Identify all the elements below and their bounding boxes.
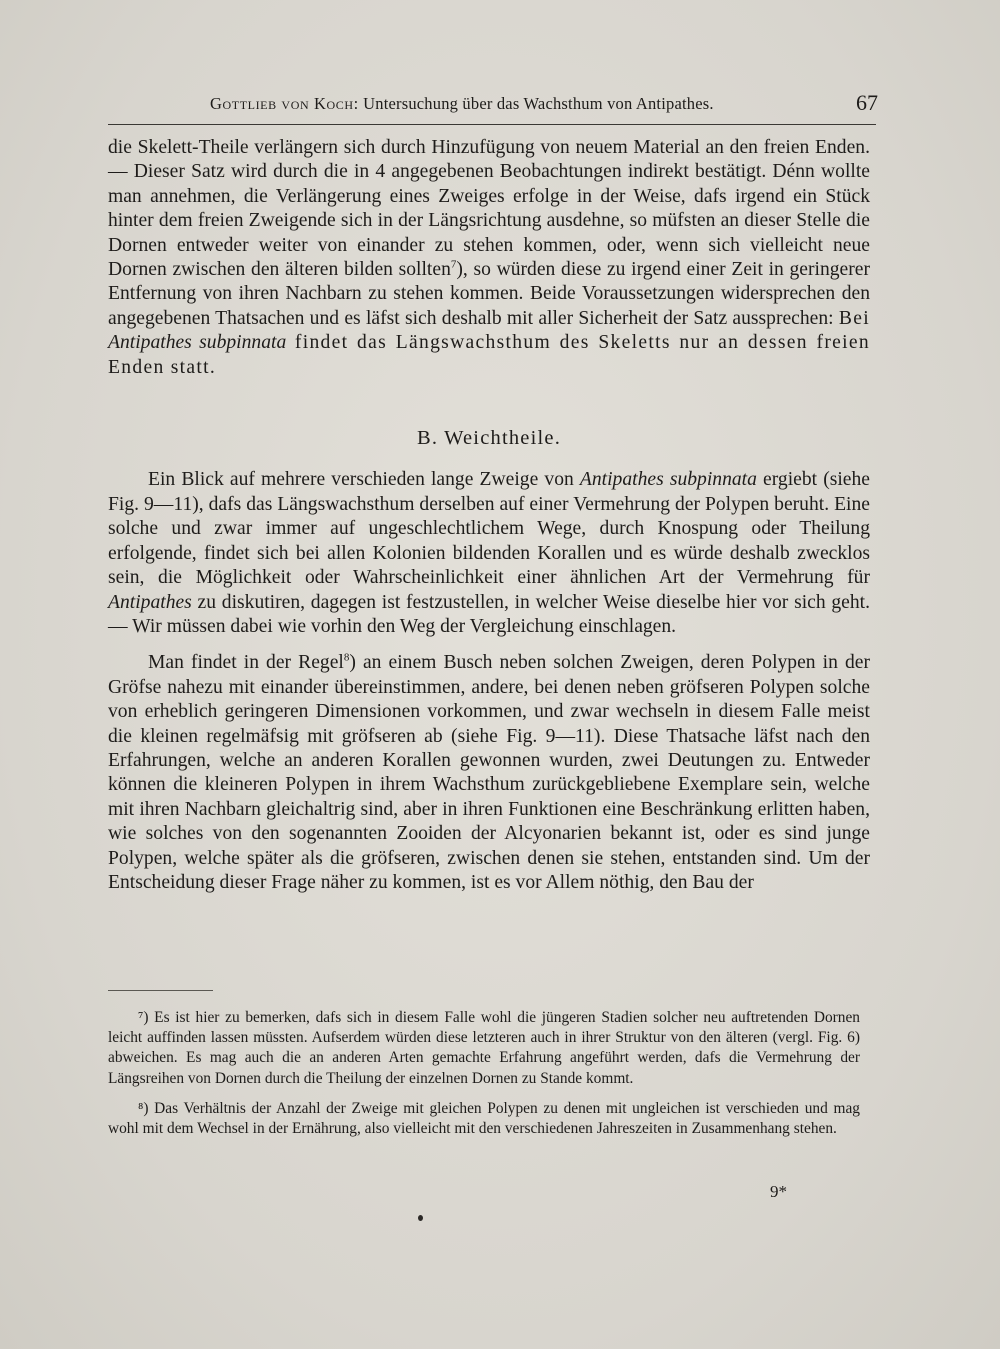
p1-text-a: die Skelett-Theile verlängern sich durch Hinzufügung von neuem Material an den freien Enden. — Dieser Satz wird durch die in 4 angegebenen Beobachtungen indirekt bestätigt. Dénn wollte man annehmen, die Verlängerung eines Zweiges erfolge in der Weise, dafs irgend ein Stück hinter dem freien Zweigende sich in der Längsrichtung ausdehne, so müfsten an dieser Stelle die Dornen entweder weiter von einander zu stehen kommen, oder, wenn sich vielleicht neue Dornen zwischen den älteren bilden sollten <box>108 137 870 281</box>
p1-species-name: Antipathes subpinnata <box>108 332 287 354</box>
author-name: Gottlieb von Koch: <box>210 94 359 113</box>
footnote-rule <box>108 990 213 991</box>
p2-species-name: Antipathes subpinnata <box>579 469 757 491</box>
p2-text-b: ergiebt (siehe Fig. 9—11), dafs das Längswachsthum derselben auf einer Vermehrung der Polypen beruht. Eine solche und zwar immer auf ungeschlechtlichem Wege, durch Knospung oder Theilung erfolgende, findet sich bei allen Kolonien bildenden Korallen und es würde deshalb zwecklos sein, die Möglichkeit oder Wahrscheinlichkeit einer ähnlichen Art der Vermehrung für <box>108 469 870 589</box>
footnote-ref-7: 7 <box>450 258 457 271</box>
section-heading: B. Weichtheile. <box>416 427 562 450</box>
p2-genus-name: Antipathes <box>108 591 192 613</box>
ink-speck <box>418 1215 423 1221</box>
paragraph-1 <box>108 136 870 380</box>
footnotes <box>108 1008 860 1149</box>
p3-text-b: ) an einem Busch neben solchen Zweigen, deren Polypen in der Gröfse nahezu mit einander übereinstimmen, andere, bei denen neben gröfseren Polypen solche von erheblich geringeren Dimensionen vorkommen, und zwar wechseln in diesem Falle meist die kleinen regelmäfsig mit gröfseren ab (siehe Fig. 9—11). Diese Thatsache läfst nach den Erfahrungen, welche an anderen Korallen gewonnen wurden, zwei Deutungen zu. Entweder können die kleineren Polypen in ihrem Wachsthum zurückgebliebene Exemplare sein, welche mit ihren Nachbarn gleichaltrig sind, aber in ihren Funktionen eine Beschränkung erlitten haben, wie solches von den sogenannten Zooiden der Alcyonarien bekannt ist, oder es sind junge Polypen, welche später als die gröfseren, zwischen denen sie stehen, entstanden sind. Um der Entscheidung dieser Frage näher zu kommen, ist es vor Allem nöthig, den Bau der <box>108 652 870 893</box>
p3-text-a: Man findet in der Regel <box>148 652 344 674</box>
page-number: 67 <box>856 90 878 115</box>
running-head <box>108 90 878 120</box>
running-head-title <box>210 94 714 114</box>
main-text <box>108 136 870 895</box>
paragraph-3 <box>108 651 870 895</box>
p2-text-c: zu diskutiren, dagegen ist festzustellen, in welcher Weise dieselbe hier vor sich geht. — Wir müssen dabei wie vorhin den Weg der Vergleichung einschlagen. <box>108 591 870 637</box>
p1-spaced-a: Bei <box>838 307 870 329</box>
paragraph-2 <box>108 468 870 639</box>
footnote-8: ⁸) Das Verhältnis der Anzahl der Zweige mit gleichen Polypen zu denen mit ungleichen ist verschieden und mag wohl mit dem Wechsel in der Ernährung, also vielleicht mit den verschiedenen Jahreszeiten in Zusammenhang stehen. <box>108 1099 860 1138</box>
footnote-ref-8: 8 <box>343 651 350 664</box>
header-rule <box>108 124 876 125</box>
article-title: Untersuchung über das Wachsthum von Antipathes. <box>363 94 714 113</box>
signature-mark: 9* <box>770 1182 787 1201</box>
footnote-7: ⁷) Es ist hier zu bemerken, dafs sich in diesem Falle wohl die jüngeren Stadien solcher neu auftretenden Dornen leicht auffinden lassen müssten. Aufserdem würden diese letzteren auch in ihrer Struktur von den älteren (vergl. Fig. 6) abweichen. Es mag auch die an anderen Arten gemachte Erfahrung angeführt werden, dafs die Vermehrung der Längsreihen von Dornen durch die Theilung der einzelnen Dornen zu Stande kommt. <box>108 1009 860 1087</box>
p1-text-b: ), so würden diese zu irgend einer Zeit in geringerer Entfernung von ihren Nachbarn zu stehen kommen. Beide Voraussetzungen widersprechen den angegebenen Thatsachen und es läfst sich deshalb mit aller Sicherheit der Satz aussprechen: <box>108 259 870 329</box>
p2-text-a: Ein Blick auf mehrere verschieden lange Zweige von <box>148 469 580 491</box>
p1-spaced-b: findet das Längswachsthum des Skeletts nur an dessen freien Enden statt. <box>108 332 870 378</box>
